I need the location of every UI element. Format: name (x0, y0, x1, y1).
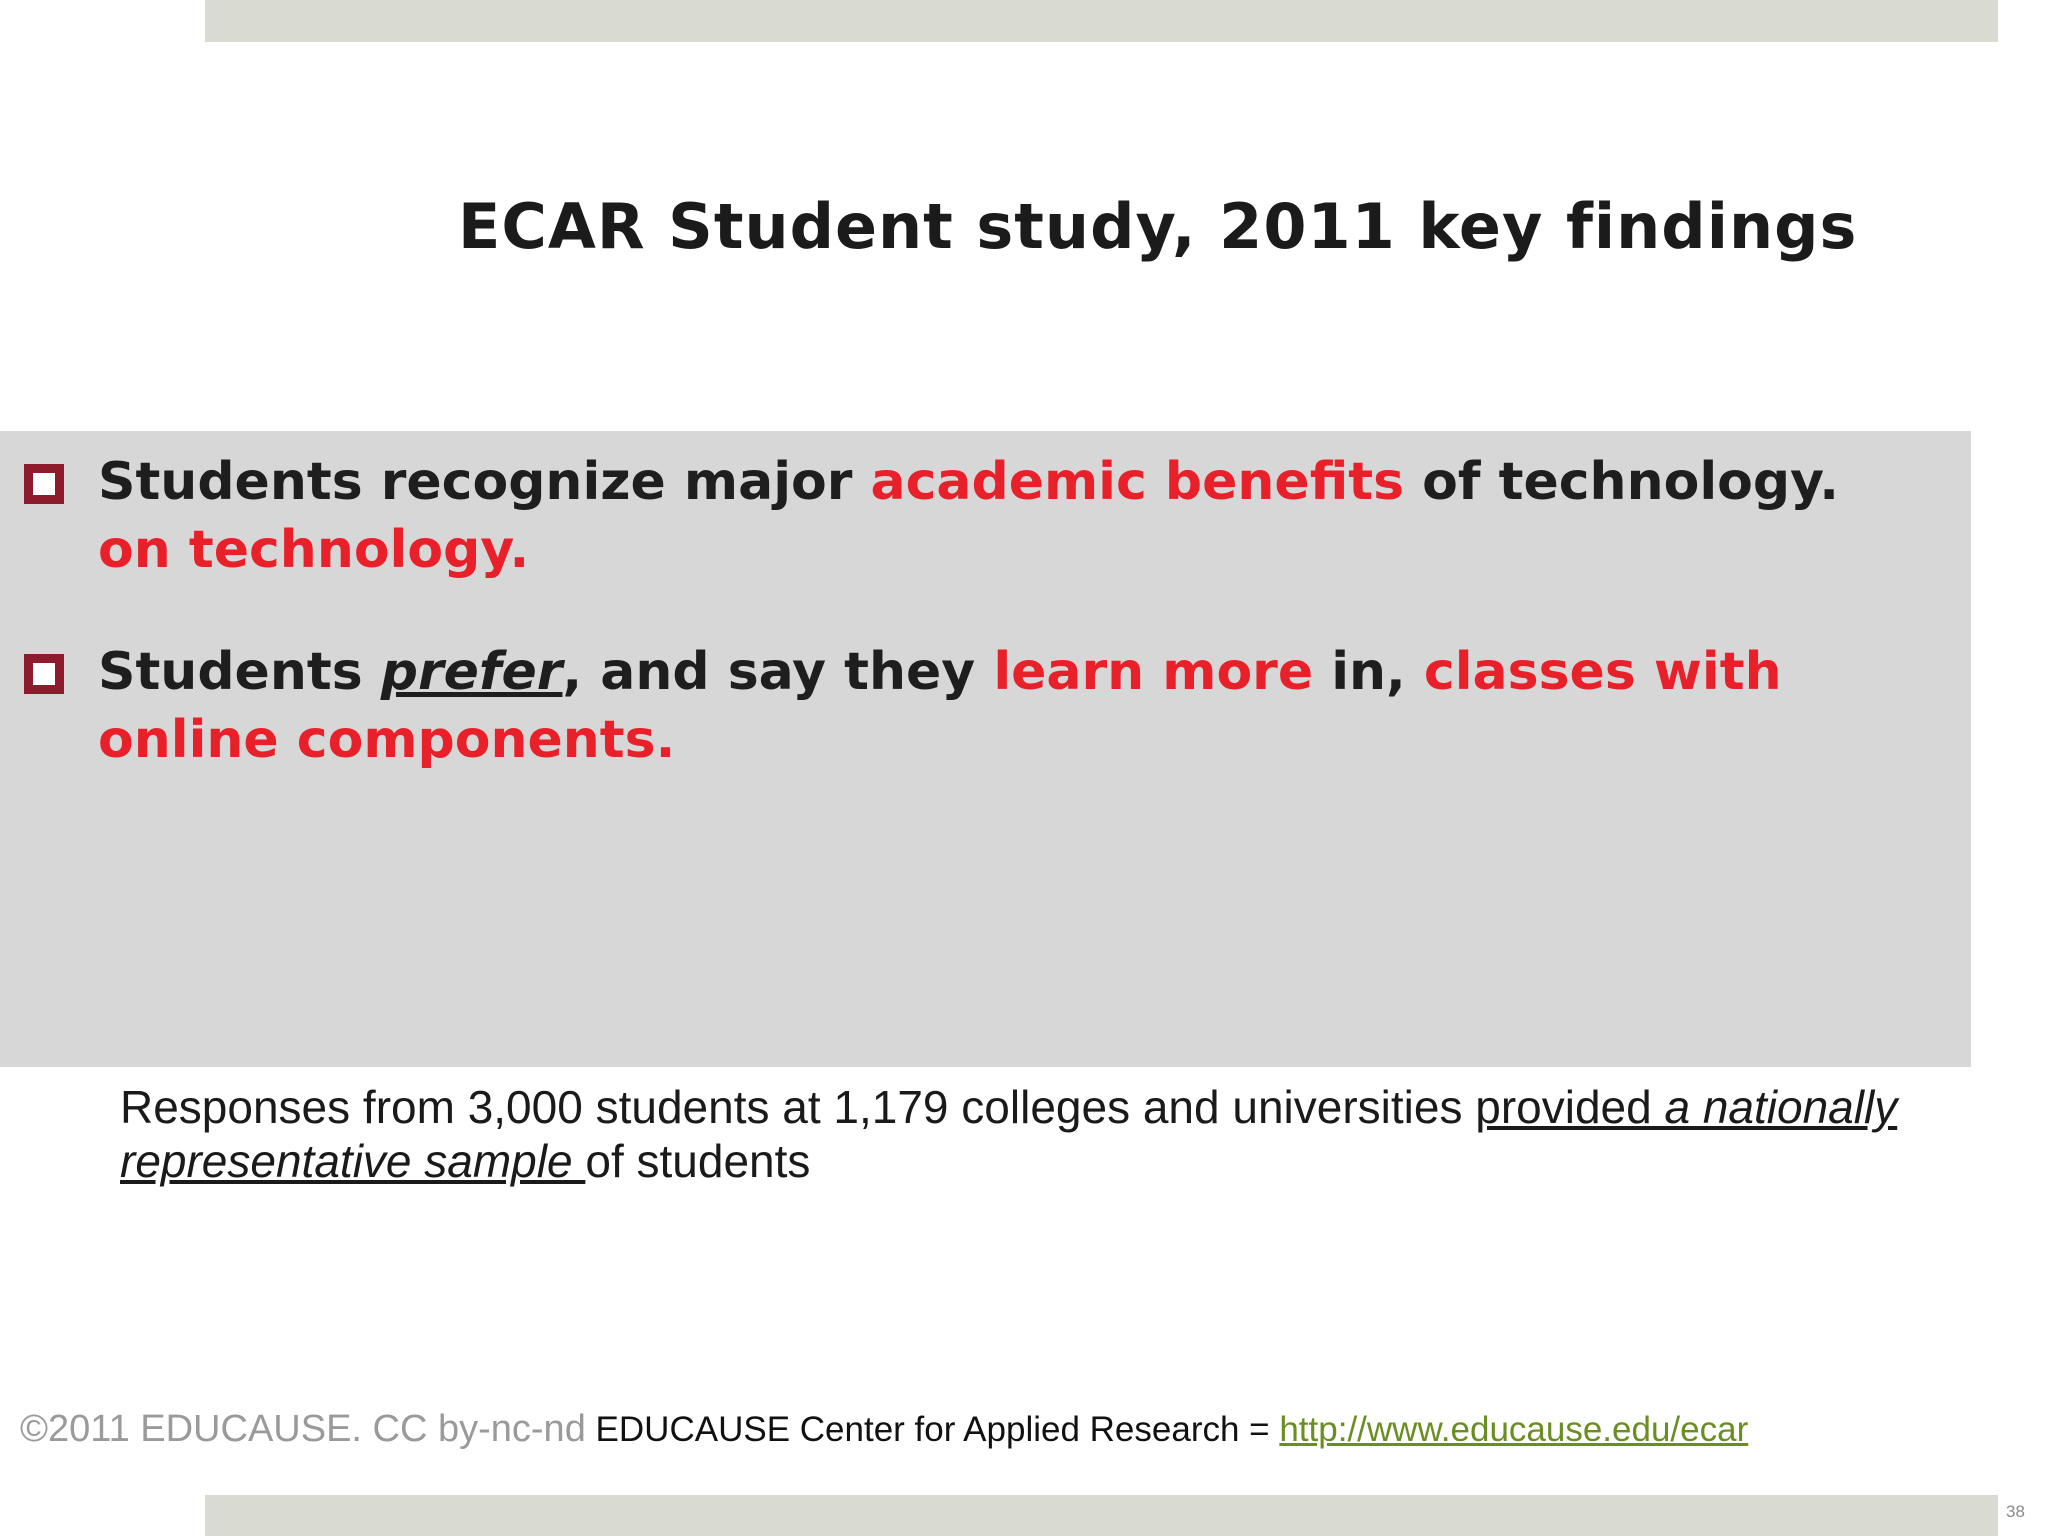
finding-2-part-4: learn more (993, 642, 1314, 702)
finding-1-part-4: on technology. (98, 520, 530, 580)
slide-title: ECAR Student study, 2011 key findings (458, 190, 1858, 263)
finding-1-part-2: academic benefits (870, 452, 1405, 512)
finding-text-1 (98, 448, 1878, 584)
square-bullet-icon (24, 654, 64, 694)
caption-part-3: a nationally representative sample (120, 1081, 1898, 1187)
finding-1-part-1: Students recognize major (98, 452, 871, 512)
finding-2-part-6: classes with online components. (98, 642, 1782, 770)
finding-2-part-1: Students (98, 642, 381, 702)
caption-part-4: of students (585, 1135, 811, 1187)
finding-bullet-2 (24, 638, 1924, 774)
footer-copyright: ©2011 EDUCAUSE. CC by-nc-nd (20, 1408, 586, 1450)
finding-2-part-5: in, (1313, 642, 1424, 702)
caption-part-2: provided (1475, 1081, 1665, 1133)
finding-2-part-2: prefer (380, 642, 563, 702)
caption-part-1: Responses from 3,000 students at 1,179 colleges and universities (120, 1081, 1476, 1133)
bottom-decorative-bar (205, 1495, 1998, 1536)
slide-footer (20, 1408, 1970, 1451)
footer-center-text: EDUCAUSE Center for Applied Research = (585, 1410, 1280, 1449)
survey-caption (120, 1080, 1920, 1188)
finding-2-part-3: , and say they (562, 642, 994, 702)
ecar-link[interactable]: http://www.educause.edu/ecar (1279, 1410, 1749, 1449)
top-decorative-bar (205, 0, 1998, 42)
finding-bullet-1 (24, 448, 1924, 584)
finding-text-2 (98, 638, 1878, 774)
page-number: 38 (2006, 1502, 2025, 1521)
square-bullet-icon (24, 464, 64, 504)
finding-1-part-3: of technology. (1404, 452, 1839, 512)
